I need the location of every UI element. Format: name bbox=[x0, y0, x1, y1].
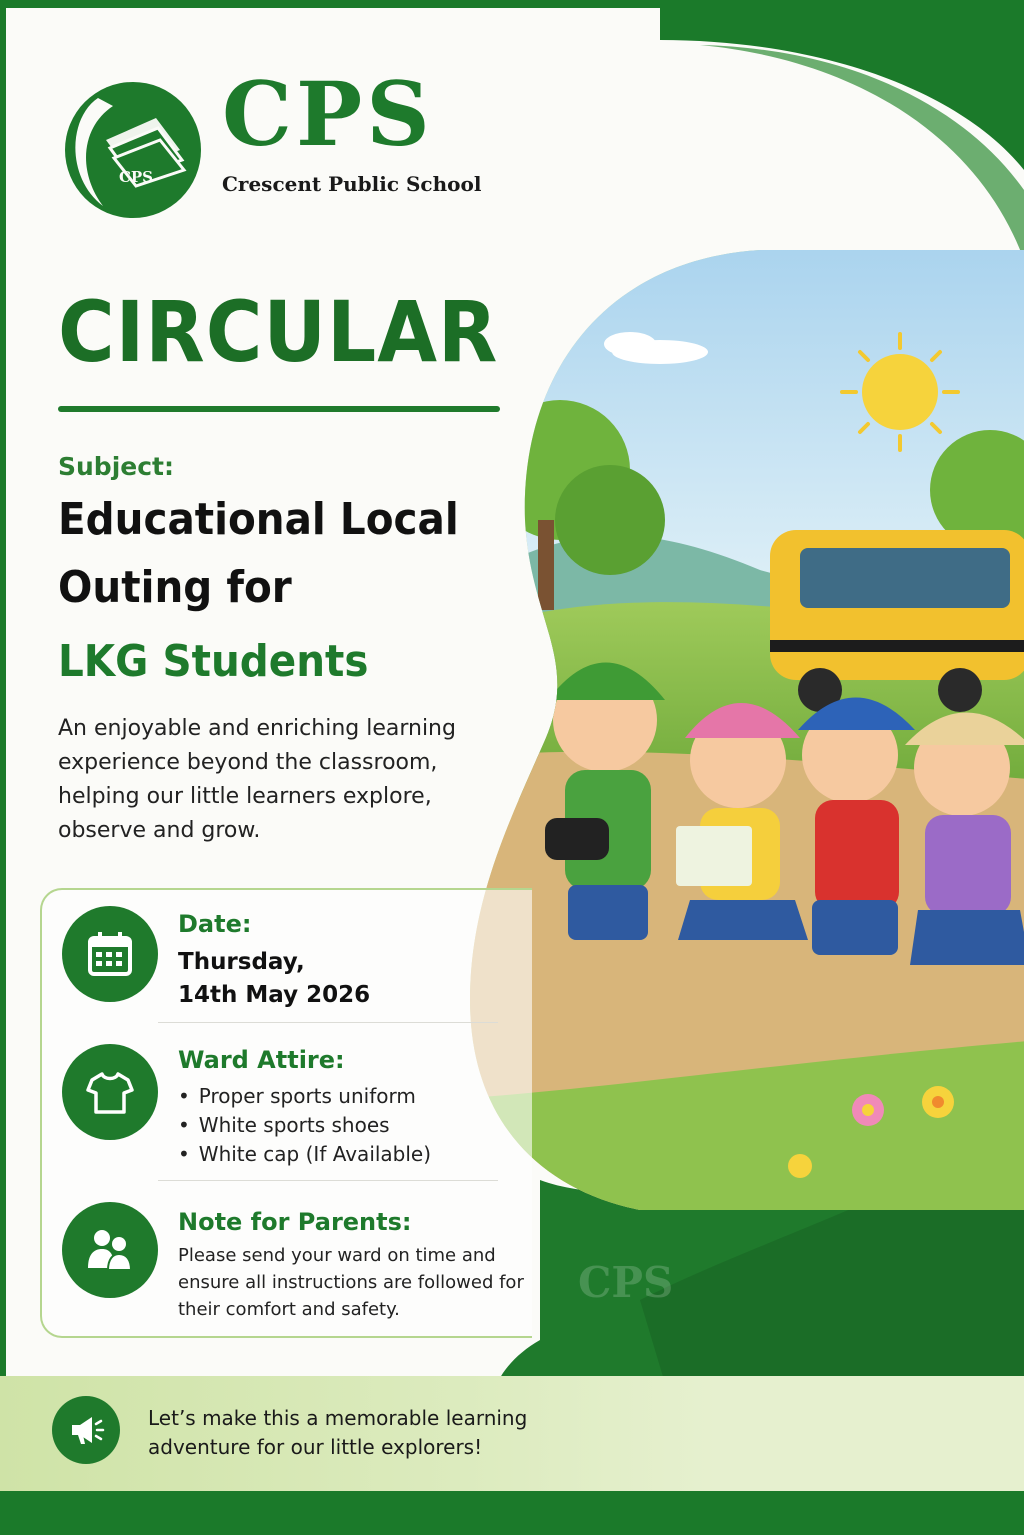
school-logo bbox=[58, 78, 208, 218]
divider bbox=[158, 1022, 498, 1023]
attire-item: • Proper sports uniform bbox=[178, 1082, 431, 1111]
note-text: Please send your ward on time and ensure all instructions are followed for their comfort and safety. bbox=[178, 1245, 524, 1320]
logo-emblem bbox=[58, 78, 208, 218]
calendar-icon bbox=[62, 906, 158, 1002]
frame-top bbox=[0, 0, 1024, 8]
parents-icon bbox=[62, 1202, 158, 1298]
school-name: Crescent Public School bbox=[222, 172, 482, 196]
page-title: CIRCULAR bbox=[58, 283, 499, 381]
attire-item: • White sports shoes bbox=[178, 1111, 431, 1140]
note-heading: Note for Parents: bbox=[178, 1208, 412, 1236]
date-line-2: 14th May 2026 bbox=[178, 982, 371, 1008]
footer-message: Let’s make this a memorable learning adventure for our little explorers! bbox=[148, 1406, 528, 1459]
brand-block bbox=[222, 62, 482, 196]
subject-line-2: Outing for bbox=[58, 562, 292, 613]
logo-badge-text: CPS bbox=[118, 168, 154, 186]
frame-left bbox=[0, 0, 6, 1535]
date-heading: Date: bbox=[178, 910, 252, 938]
frame-bottom bbox=[0, 1491, 1024, 1535]
attire-list bbox=[178, 1082, 431, 1169]
intro-paragraph: An enjoyable and enriching learning experience beyond the classroom, helping our little learners explore, observe and grow. bbox=[58, 716, 456, 843]
school-acronym: CPS bbox=[222, 62, 434, 166]
tshirt-icon bbox=[62, 1044, 158, 1140]
subject-line-3: LKG Students bbox=[58, 636, 369, 687]
watermark-text: CPS bbox=[578, 1258, 674, 1307]
attire-heading: Ward Attire: bbox=[178, 1046, 345, 1074]
details-card bbox=[40, 888, 532, 1338]
title-underline bbox=[58, 406, 500, 412]
date-line-1: Thursday, bbox=[178, 949, 305, 975]
subject-label: Subject: bbox=[58, 452, 174, 481]
divider bbox=[158, 1180, 498, 1181]
subject-line-1: Educational Local bbox=[58, 494, 459, 545]
attire-item: • White cap (If Available) bbox=[178, 1140, 431, 1169]
megaphone-icon bbox=[52, 1396, 120, 1464]
